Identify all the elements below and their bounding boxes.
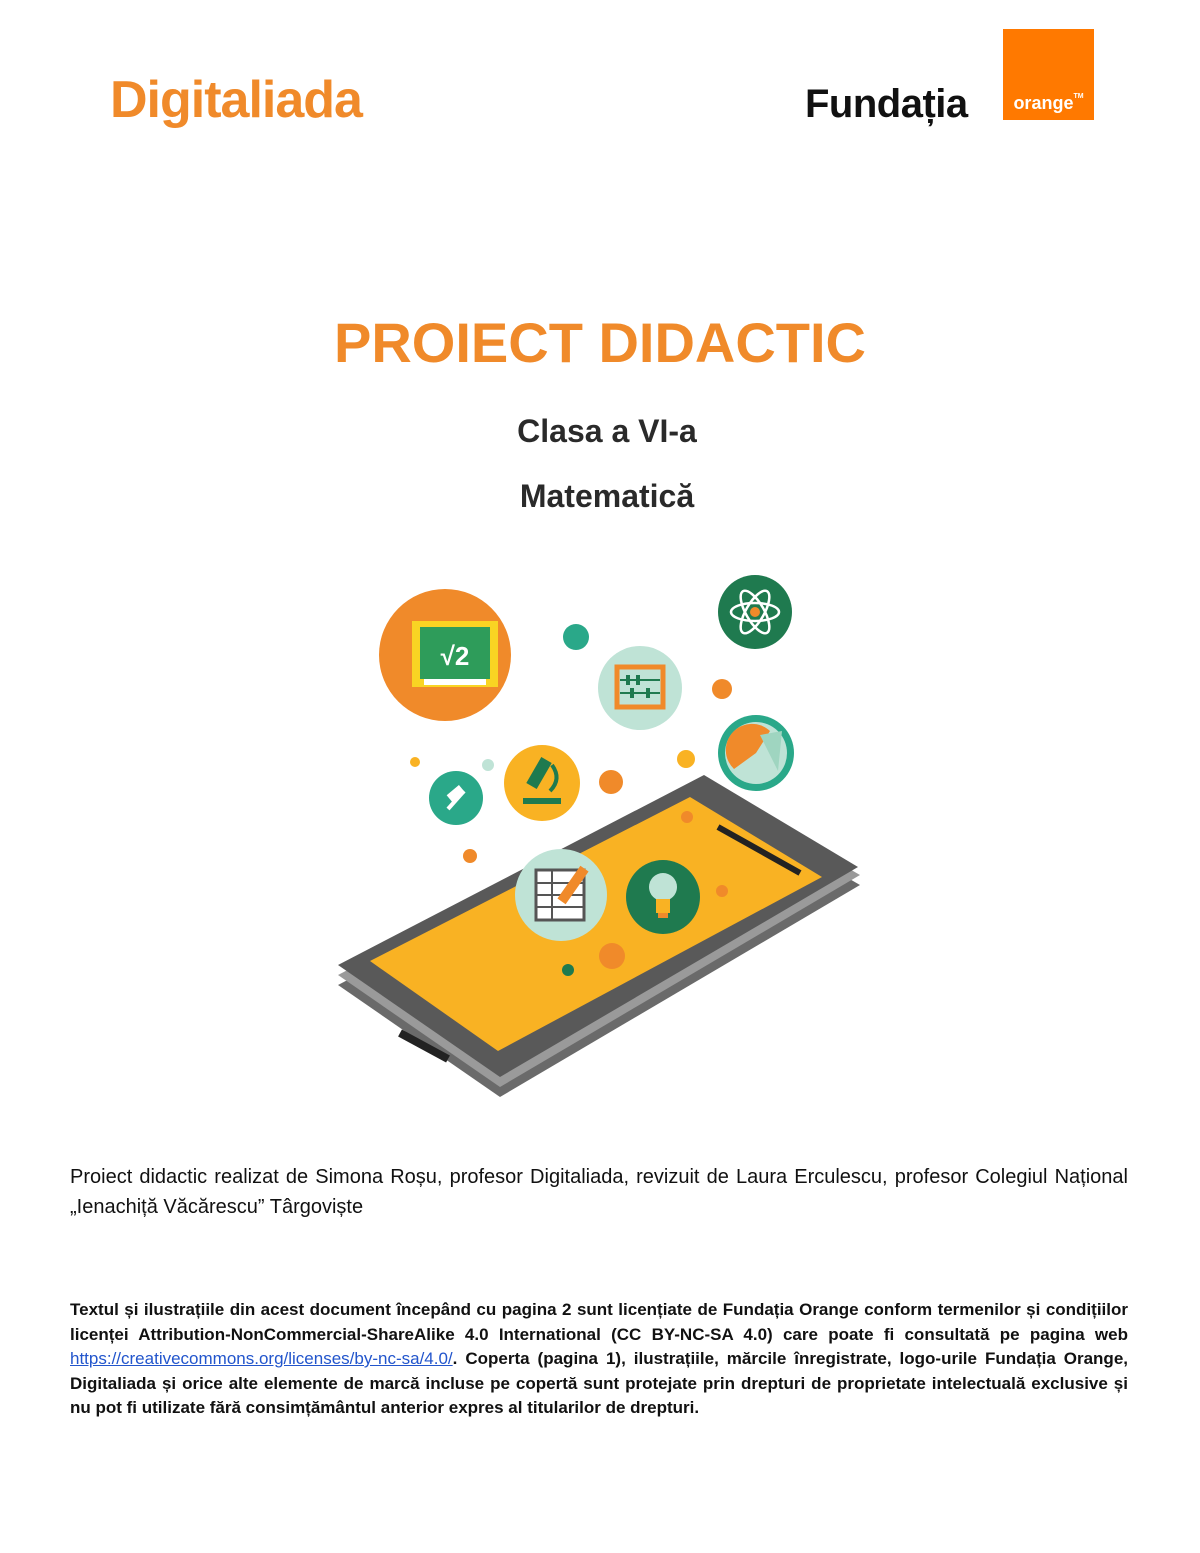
- license-text-start: Textul și ilustrațiile din acest document începând cu pagina 2 sunt licențiate de Fundația Orange conform termenilor și condițiilor licenței Attribution-NonCommercial-ShareAlike 4.0 International (CC BY-NC-SA 4.0) care poate fi consultată pe pagina web: [70, 1300, 1128, 1344]
- lightbulb-icon: [626, 860, 700, 934]
- credit-paragraph: Proiect didactic realizat de Simona Roșu, profesor Digitaliada, revizuit de Laura Erculescu, profesor Colegiul Național „Ienachiță Văcărescu” Târgoviște: [70, 1166, 1128, 1218]
- fundatia-logo-text: Fundația: [805, 82, 968, 126]
- microscope-icon: [504, 745, 580, 821]
- sqrt-board-icon: [379, 589, 511, 721]
- page-title: PROIECT DIDACTIC: [334, 311, 866, 374]
- orange-logo: [1003, 29, 1094, 120]
- protractor-icon: [718, 715, 794, 791]
- orange-logo-label: orange™: [1013, 93, 1084, 113]
- license-text-end: . Coperta (pagina 1), ilustrațiile, mărcile înregistrate, logo-urile Fundația Orange, Digitaliada și orice alte elemente de marcă incluse pe copertă sunt protejate prin drepturi de proprietate intelectuală exclusive și nu pot fi utilizate fără consimțământul anterior expres al titularilor de drepturi.: [70, 1349, 1128, 1417]
- tablet: [338, 775, 860, 1097]
- brush-icon: [429, 771, 483, 825]
- license-paragraph: [70, 1298, 1128, 1421]
- atom-icon: [718, 575, 792, 649]
- license-link[interactable]: https://creativecommons.org/licenses/by-nc-sa/4.0/: [70, 1349, 453, 1368]
- subject-label: Matematică: [519, 478, 695, 514]
- class-label: Clasa a VI-a: [517, 413, 697, 449]
- abacus-icon: [598, 646, 682, 730]
- svg-text:√2: √2: [440, 641, 470, 671]
- tablet-illustration: [330, 565, 870, 1110]
- digitaliada-logo: Digitaliada: [110, 71, 362, 129]
- spreadsheet-icon: [515, 849, 607, 941]
